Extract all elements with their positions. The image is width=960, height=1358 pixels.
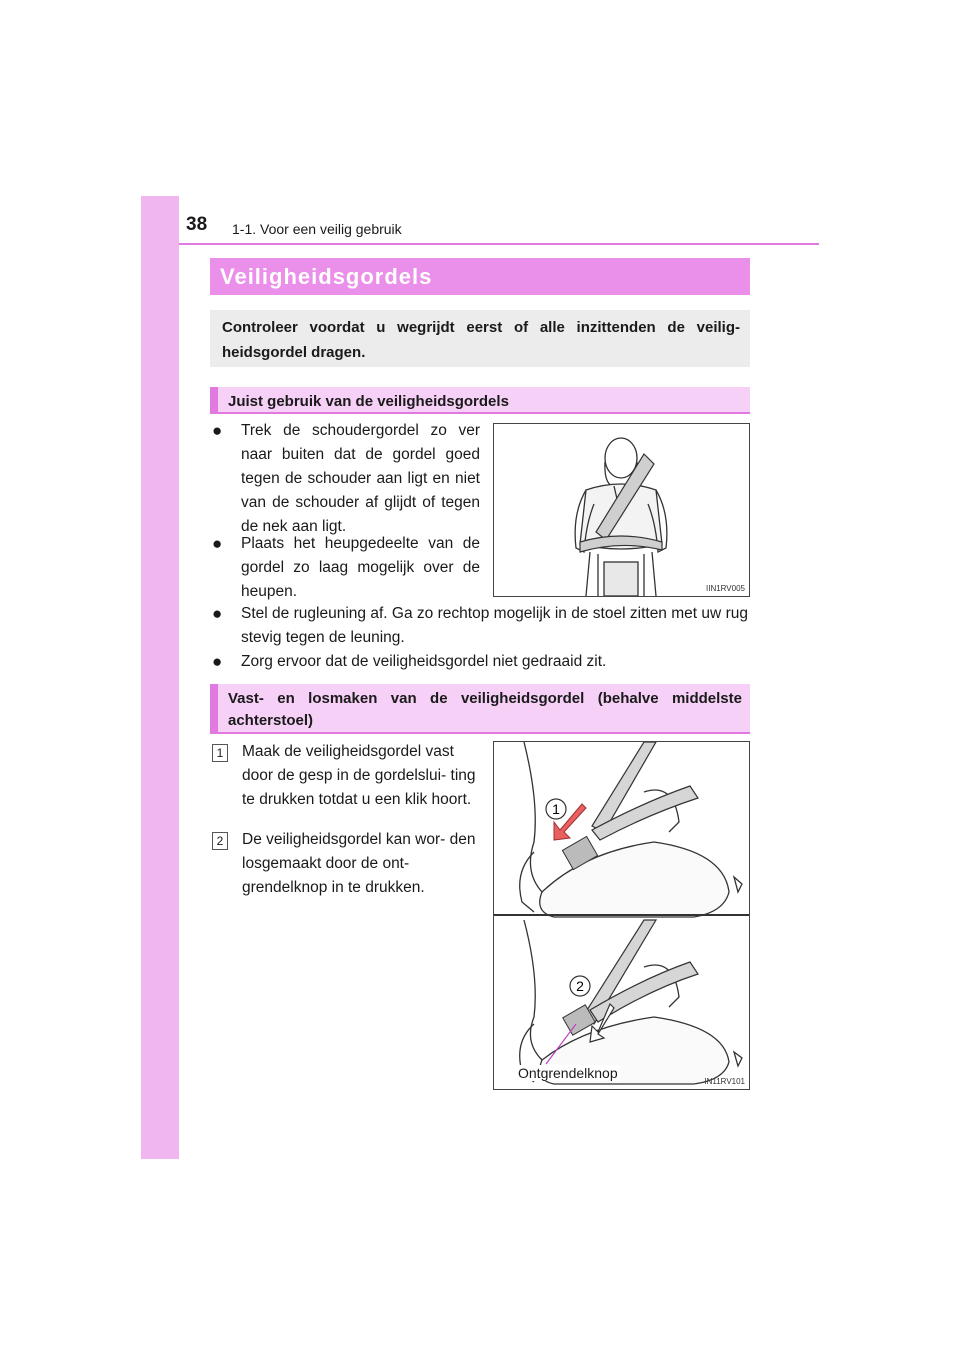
chapter-tab-sidebar: [141, 196, 179, 1159]
seated-person-illustration: [494, 424, 749, 596]
bullet-item: ● Zorg ervoor dat de veiligheidsgordel niet gedraaid zit.: [212, 652, 607, 671]
buckle-figure: [493, 741, 750, 1090]
bullet-item: ● Stel de rugleuning af. Ga zo rechtop mogelijk in de stoel zitten met uw rug stevig tegen de leuning.: [212, 604, 748, 646]
intro-box: Controleer voordat u wegrijdt eerst of alle inzittenden de veilig- heidsgordel dragen.: [210, 310, 750, 367]
section-heading-correct-use: Juist gebruik van de veiligheidsgordels: [210, 387, 750, 414]
bullet-item: ● Plaats het heupgedeelte van de gordel zo laag mogelijk over de heupen.: [212, 534, 480, 600]
figure-code: IIN1RV005: [706, 584, 745, 593]
step-item: [212, 740, 480, 812]
section-label: 1-1. Voor een veilig gebruik: [232, 221, 402, 237]
step-text: De veiligheidsgordel kan wor- den losgemaakt door de ont- grendelknop in te drukken.: [242, 831, 476, 896]
callout-1: 1: [552, 801, 560, 817]
page-title: Veiligheidsgordels: [210, 258, 750, 295]
bullet-text: Trek de schoudergordel zo ver naar buiten dat de gordel goed tegen de schouder aan ligt en niet van de schouder af glijdt of tegen de nek aan ligt.: [241, 422, 480, 535]
bullet-text: Plaats het heupgedeelte van de gordel zo laag mogelijk over de heupen.: [241, 535, 480, 600]
seatbelt-posture-figure: [493, 423, 750, 597]
bullet-text: Zorg ervoor dat de veiligheidsgordel niet gedraaid zit.: [241, 653, 607, 670]
step-number: 2: [212, 832, 228, 850]
header-rule: [179, 243, 819, 245]
step-text: Maak de veiligheidsgordel vast door de gesp in de gordelslui- ting te drukken totdat u een klik hoort.: [242, 743, 476, 808]
bullet-item: ● Trek de schoudergordel zo ver naar buiten dat de gordel goed tegen de schouder aan ligt en niet van de schouder af glijdt of tegen de nek aan ligt.: [212, 421, 480, 535]
page-number: 38: [186, 214, 208, 235]
section-heading-fasten-release: Vast- en losmaken van de veiligheidsgordel (behalve middelste achterstoel): [210, 684, 750, 734]
step-item: [212, 828, 480, 900]
buckle-illustration: [494, 742, 749, 1089]
callout-2: 2: [576, 978, 584, 994]
figure-code: IN11RV101: [704, 1077, 745, 1086]
release-button-label: Ontgrendelknop: [518, 1065, 618, 1081]
bullet-text: Stel de rugleuning af. Ga zo rechtop mogelijk in de stoel zitten met uw rug stevig tegen de leuning.: [241, 605, 748, 646]
step-number: 1: [212, 744, 228, 762]
